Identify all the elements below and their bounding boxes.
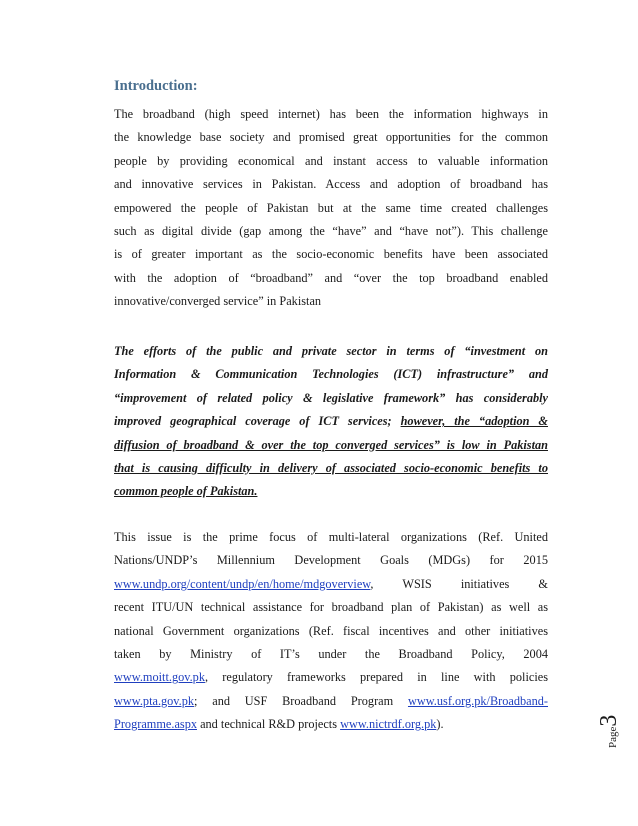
underlined-text: however, the “adoption & [400,414,549,429]
paragraph-line: innovative/converged service” in Pakistan [114,294,322,309]
page-word: Page [607,726,619,748]
pta-link[interactable]: www.pta.gov.pk [114,693,195,708]
paragraph-line: Information & Communication Technologies (ICT) infrastructure” and [114,367,548,382]
paragraph-line [114,410,548,433]
section-heading: Introduction: [114,78,198,94]
paragraph-line: is of greater important as the socio-economic benefits have been associated [114,247,548,262]
underlined-line: that is causing difficulty in delivery of associated socio-economic benefits to [114,460,548,475]
underlined-line: diffusion of broadband & over the top converged services” is low in Pakistan [114,437,548,452]
paragraph-line: taken by Ministry of IT’s under the Broadband Policy, 2004 [114,646,548,661]
paragraph-line: “improvement of related policy & legislative framework” has considerably [114,390,548,405]
paragraph-line: empowered the people of Pakistan but at the same time created challenges [114,200,548,215]
text-segment: ; and USF Broadband Program [194,693,408,708]
paragraph-line: national Government organizations (Ref. fiscal incentives and other initiatives [114,623,548,638]
paragraph-line [114,713,548,736]
paragraph-line: The broadband (high speed internet) has been the information highways in [114,107,548,121]
paragraph-line [114,573,548,596]
text-segment: and technical R&D projects [197,717,341,732]
usf-link[interactable]: www.usf.org.pk/Broadband- [407,693,548,708]
page-number: 3 [596,714,622,727]
emphasis-paragraph [114,340,548,504]
paragraph-line: This issue is the prime focus of multi-lateral organizations (Ref. United [114,530,548,544]
paragraph-line: and innovative services in Pakistan. Access and adoption of broadband has [114,177,548,192]
moitt-link[interactable]: www.moitt.gov.pk [114,670,205,685]
intro-paragraph [114,103,548,314]
text-segment: improved geographical coverage of ICT services; [114,414,401,429]
undp-link[interactable]: www.undp.org/content/undp/en/home/mdgoverview [114,576,371,591]
paragraph-line: people by providing economical and instant access to valuable information [114,153,548,168]
paragraph-line [114,690,548,713]
paragraph-line: Nations/UNDP’s Millennium Development Goals (MDGs) for 2015 [114,553,548,568]
page-number-label [578,690,628,750]
nictrdf-link[interactable]: www.nictrdf.org.pk [340,717,437,732]
paragraph-line: The efforts of the public and private sector in terms of “investment on [114,344,548,358]
issue-paragraph [114,526,548,737]
paragraph-line: with the adoption of “broadband” and “over the top broadband enabled [114,270,548,285]
paragraph-line: such as digital divide (gap among the “have” and “have not”). This challenge [114,223,548,238]
underlined-line: common people of Pakistan. [114,484,258,499]
text-segment: , WSIS initiatives & [370,576,548,591]
paragraph-line: the knowledge base society and promised great opportunities for the common [114,130,548,145]
text-segment: , regulatory frameworks prepared in line with policies [204,670,548,685]
usf-link-continued[interactable]: Programme.aspx [114,717,197,732]
paragraph-line: recent ITU/UN technical assistance for broadband plan of Pakistan) as well as [114,600,548,615]
paragraph-line [114,666,548,689]
text-segment: ). [436,717,444,732]
